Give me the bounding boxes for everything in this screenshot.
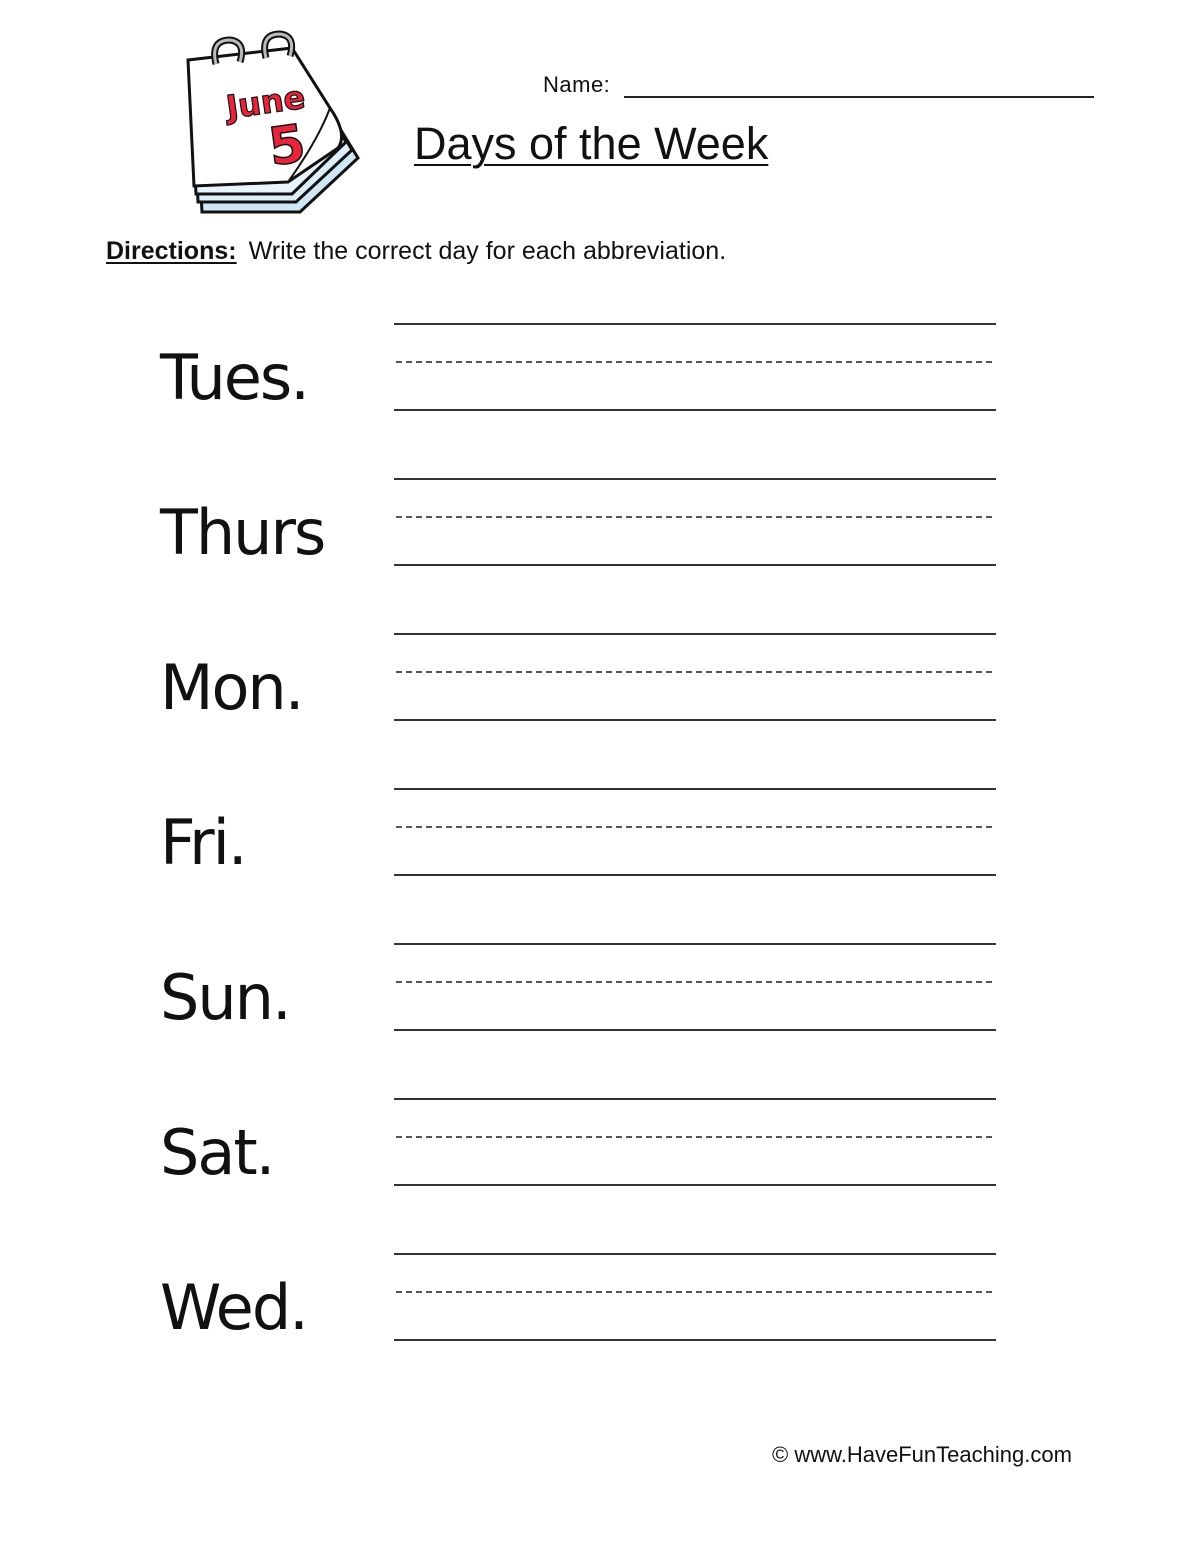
name-label: Name:: [543, 72, 611, 97]
writing-line-top[interactable]: [394, 943, 996, 945]
worksheet-row: [0, 943, 1200, 1043]
calendar-clipart: [180, 30, 370, 220]
directions-text: Write the correct day for each abbreviation.: [248, 237, 727, 265]
worksheet-row: [0, 788, 1200, 888]
calendar-day: 5: [264, 113, 310, 179]
writing-line-midline[interactable]: [396, 826, 992, 828]
day-abbreviation: Tues.: [160, 341, 308, 414]
writing-line-midline[interactable]: [396, 671, 992, 673]
writing-line-midline[interactable]: [396, 516, 992, 518]
worksheet-row: [0, 1098, 1200, 1198]
writing-line-bottom[interactable]: [394, 719, 996, 721]
day-abbreviation: Sat.: [160, 1116, 274, 1189]
directions: [106, 237, 726, 266]
writing-line-midline[interactable]: [396, 1136, 992, 1138]
page-title: Days of the Week: [414, 118, 769, 169]
writing-line-top[interactable]: [394, 478, 996, 480]
writing-line-top[interactable]: [394, 1098, 996, 1100]
writing-line-midline[interactable]: [396, 981, 992, 983]
worksheet-row: [0, 1253, 1200, 1353]
day-abbreviation: Sun.: [160, 961, 290, 1034]
writing-line-midline[interactable]: [396, 361, 992, 363]
writing-line-bottom[interactable]: [394, 1184, 996, 1186]
day-abbreviation: Wed.: [160, 1271, 307, 1344]
day-abbreviation: Mon.: [160, 651, 303, 724]
writing-line-bottom[interactable]: [394, 564, 996, 566]
calendar-month: June: [223, 77, 308, 127]
writing-line-bottom[interactable]: [394, 874, 996, 876]
writing-line-bottom[interactable]: [394, 1339, 996, 1341]
worksheet-row: [0, 478, 1200, 578]
footer-copyright: © www.HaveFunTeaching.com: [772, 1442, 1072, 1467]
day-abbreviation: Thurs: [160, 496, 325, 569]
writing-line-top[interactable]: [394, 788, 996, 790]
worksheet-row: [0, 633, 1200, 733]
writing-line-bottom[interactable]: [394, 409, 996, 411]
writing-line-top[interactable]: [394, 633, 996, 635]
day-abbreviation: Fri.: [160, 806, 246, 879]
directions-label: Directions:: [106, 237, 237, 265]
writing-line-top[interactable]: [394, 1253, 996, 1255]
writing-line-top[interactable]: [394, 323, 996, 325]
worksheet-row: [0, 323, 1200, 423]
name-field-line[interactable]: [624, 96, 1094, 98]
writing-line-bottom[interactable]: [394, 1029, 996, 1031]
writing-line-midline[interactable]: [396, 1291, 992, 1293]
